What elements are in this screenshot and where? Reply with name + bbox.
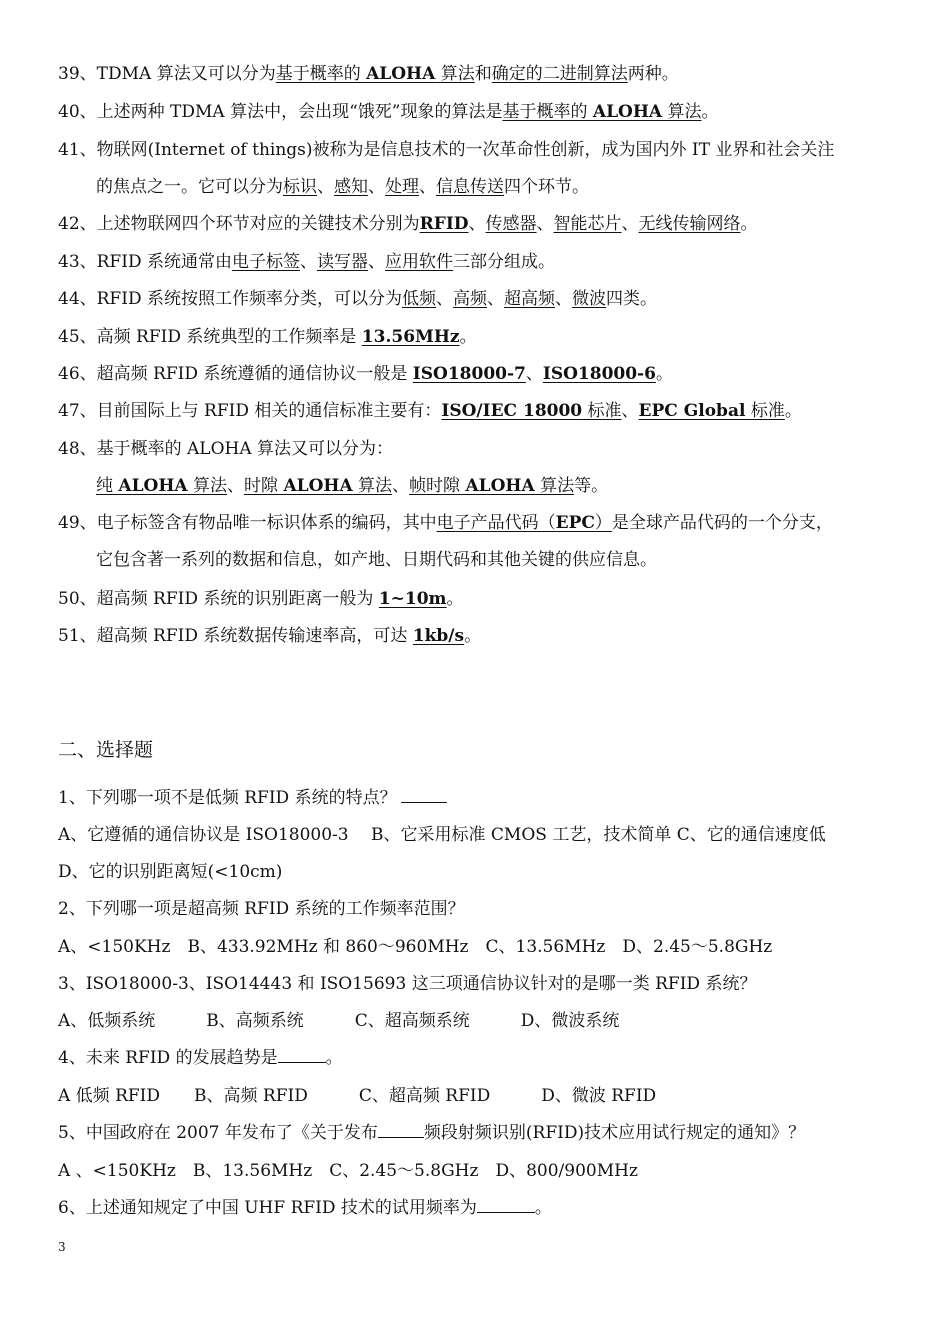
question-2-options: A、<150KHz B、433.92MHz 和 860～960MHz C、13.56MHz D、2.45～5.8GHz [58, 937, 773, 957]
answer-blank [401, 788, 447, 803]
question-6: 6、上述通知规定了中国 UHF RFID 技术的试用频率为 。 [58, 1198, 552, 1218]
page-number: 3 [58, 1240, 66, 1254]
fill-item-43: 43、RFID 系统通常由电子标签、读写器、应用软件三部分组成。 [58, 252, 555, 272]
fill-item-42: 42、上述物联网四个环节对应的关键技术分别为RFID、传感器、智能芯片、无线传输网络。 [58, 214, 758, 234]
answer-underline: 基于概率的 ALOHA 算法 [502, 102, 702, 122]
answer-blank [378, 1123, 424, 1138]
fill-item-40: 40、上述两种 TDMA 算法中，会出现“饿死”现象的算法是基于概率的 ALOHA 算法。 [58, 102, 719, 122]
question-3-options: A、低频系统 B、高频系统 C、超高频系统 D、微波系统 [58, 1011, 620, 1031]
question-3: 3、ISO18000-3、ISO14443 和 ISO15693 这三项通信协议针对的是哪一类 RFID 系统？ [58, 974, 757, 994]
answer-blank [477, 1198, 535, 1213]
fill-item-49: 49、电子标签含有物品唯一标识体系的编码，其中电子产品代码（EPC）是全球产品代码的一个分支， [58, 513, 833, 533]
item-text: 39、TDMA 算法又可以分为 [58, 64, 276, 84]
question-1-options: A、它遵循的通信协议是 ISO18000-3 B、它采用标准 CMOS 工艺，技术简单 C、它的通信速度低 [58, 825, 826, 845]
fill-item-49-cont: 它包含著一系列的数据和信息，如产地、日期代码和其他关键的供应信息。 [96, 550, 657, 570]
question-4: 4、未来 RFID 的发展趋势是 。 [58, 1048, 343, 1068]
fill-item-47: 47、目前国际上与 RFID 相关的通信标准主要有：ISO/IEC 18000 标准、EPC Global 标准。 [58, 401, 802, 421]
answer-underline: 基于概率的 ALOHA 算法 [275, 64, 475, 84]
fill-item-44: 44、RFID 系统按照工作频率分类，可以分为低频、高频、超高频、微波四类。 [58, 289, 657, 309]
fill-item-41-cont: 的焦点之一。它可以分为标识、感知、处理、信息传送四个环节。 [96, 177, 589, 197]
question-1-options-cont: D、它的识别距离短(<10cm) [58, 862, 283, 882]
fill-item-50: 50、超高频 RFID 系统的识别距离一般为 1~10m。 [58, 589, 464, 609]
question-1: 1、下列哪一项不是低频 RFID 系统的特点？ [58, 788, 447, 808]
fill-item-51: 51、超高频 RFID 系统数据传输速率高，可达 1kb/s。 [58, 626, 482, 646]
question-4-options: A 低频 RFID B、高频 RFID C、超高频 RFID D、微波 RFID [58, 1086, 657, 1106]
answer-underline: 确定的二进制算法 [491, 64, 628, 84]
question-5-options: A 、<150KHz B、13.56MHz C、2.45～5.8GHz D、800/900MHz [58, 1161, 638, 1181]
fill-item-45: 45、高频 RFID 系统典型的工作频率是 13.56MHz。 [58, 327, 477, 347]
section-title: 二、选择题 [58, 739, 154, 761]
fill-item-48-cont: 纯 ALOHA 算法、时隙 ALOHA 算法、帧时隙 ALOHA 算法等。 [96, 476, 609, 496]
fill-item-41: 41、物联网(Internet of things)被称为是信息技术的一次革命性创新，成为国内外 IT 业界和社会关注 [58, 140, 835, 160]
fill-item-46: 46、超高频 RFID 系统遵循的通信协议一般是 ISO18000-7、ISO18000-6。 [58, 364, 673, 384]
question-2: 2、下列哪一项是超高频 RFID 系统的工作频率范围？ [58, 899, 465, 919]
fill-item-39: 39、TDMA 算法又可以分为基于概率的 ALOHA 算法和确定的二进制算法两种。 [58, 64, 679, 84]
question-5: 5、中国政府在 2007 年发布了《关于发布 频段射频识别(RFID)技术应用试行规定的通知》？ [58, 1123, 806, 1143]
answer-blank [278, 1048, 326, 1063]
fill-item-48: 48、基于概率的 ALOHA 算法又可以分为： [58, 439, 394, 459]
